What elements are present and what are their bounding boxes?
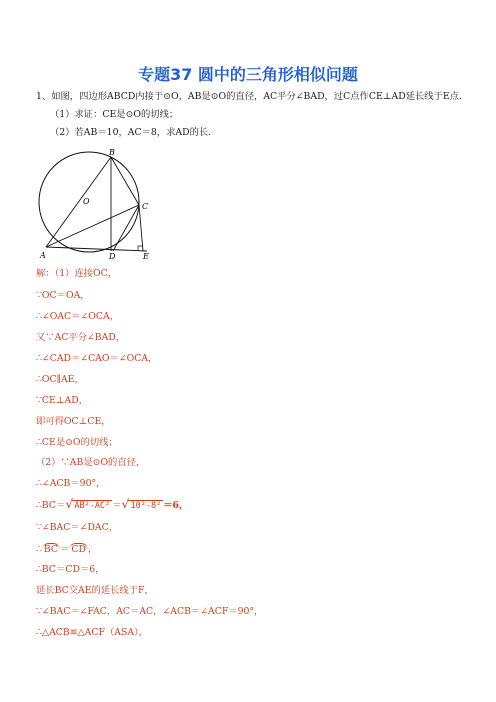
solution-line-7: ∵CE⊥AD， (36, 395, 89, 406)
solution-line-3: ∴∠OAC＝∠OCA， (36, 311, 119, 322)
label-c: C (142, 202, 149, 211)
arc-line-end: ， (87, 544, 98, 555)
segment-ce (139, 205, 143, 251)
arc-equals: ＝ (60, 544, 70, 555)
solution-line-18: ∴△ACB≌△ACF（ASA）， (36, 627, 148, 638)
label-d: D (109, 252, 116, 261)
page-title: 专题37 圆中的三角形相似问题 (138, 65, 358, 84)
equals-sign: ＝ (112, 500, 122, 511)
segment-ac (46, 205, 139, 247)
radicand-2: 10²-8² (130, 501, 162, 511)
solution-line-9: ∴CE是⊙O的切线； (36, 437, 118, 448)
solution-line-12 (36, 500, 188, 512)
label-e: E (143, 252, 149, 261)
solution-line-1: 解：（1）连接OC， (36, 268, 118, 279)
arc-bc: BC (43, 544, 59, 555)
solution-line-10: （2）∵AB是⊙O的直径， (36, 457, 146, 468)
therefore-symbol: ∴ (36, 544, 42, 555)
label-b: B (109, 148, 115, 157)
solution-line-2: ∵OC＝OA， (36, 290, 90, 301)
sqrt-expression-2 (121, 500, 163, 512)
question-intro: 1、如图，四边形ABCD内接于⊙O，AB是⊙O的直径，AC平分∠BAD，过C点作CE⊥AD延长线于E点. (36, 91, 462, 102)
sqrt-expression-1 (65, 500, 112, 512)
radicand-1: AB²-AC² (74, 501, 111, 511)
label-a: A (40, 251, 46, 260)
solution-line-17: ∵∠BAC＝∠FAC，AC＝AC，∠ACB＝∠ACF＝90°， (36, 606, 264, 617)
solution-line-4: 又∵AC平分∠BAD， (36, 332, 126, 343)
question-part1: （1）求证：CE是⊙O的切线； (50, 109, 179, 120)
bc-result: ＝6， (163, 500, 189, 511)
question-part2: （2）若AB＝10，AC＝8，求AD的长. (50, 127, 212, 138)
geometry-figure (35, 145, 165, 265)
solution-line-13: ∵∠BAC＝∠DAC， (36, 522, 119, 533)
solution-line-11: ∴∠ACB＝90°， (36, 478, 106, 489)
solution-line-16: 延长BC交AE的延长线于F， (36, 585, 154, 596)
segment-cd (113, 205, 139, 251)
solution-line-15: ∴BC＝CD＝6， (36, 564, 105, 575)
arc-cd: CD (71, 544, 86, 555)
segment-ab (46, 157, 111, 247)
solution-line-5: ∴∠CAD＝∠CAO＝∠OCA， (36, 353, 158, 364)
solution-line-14 (36, 543, 97, 556)
bc-formula-prefix: ∴BC＝ (36, 500, 66, 511)
solution-line-6: ∴OC∥AE， (36, 374, 84, 385)
label-o: O (83, 197, 90, 206)
solution-line-8: 即可得OC⊥CE， (36, 416, 111, 427)
segment-ae (46, 247, 147, 251)
